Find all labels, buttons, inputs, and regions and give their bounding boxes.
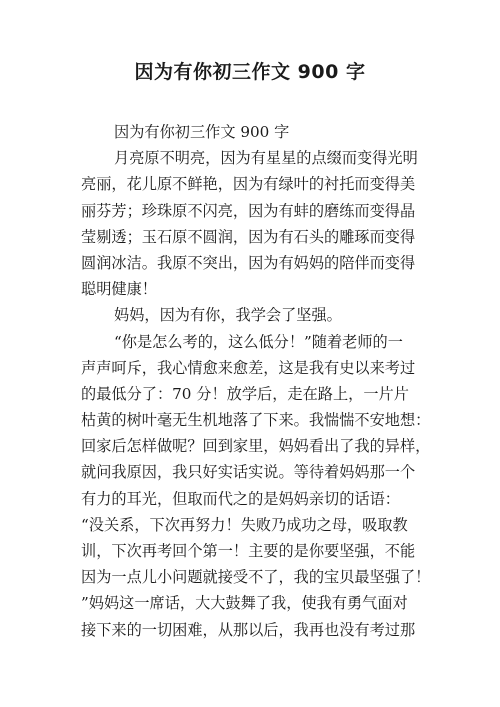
essay-body xyxy=(81,119,431,643)
text-line: 训，下次再考回个第一！主要的是你要坚强，不能 xyxy=(81,542,416,560)
text-line: 月亮原不明亮，因为有星星的点缀而变得光明 xyxy=(114,149,418,168)
text-line: 妈妈，因为有你，我学会了坚强。 xyxy=(114,306,342,325)
text-line: 丽芬芳；珍珠原不闪亮，因为有蚌的磨练而变得晶 xyxy=(81,201,416,220)
text-line: 就问我原因，我只好实话实说。等待着妈妈那一个 xyxy=(81,463,416,482)
text-line: 有力的耳光，但取而代之的是妈妈亲切的话语： xyxy=(81,489,400,508)
text-line: ”妈妈这一席话，大大鼓舞了我，使我有勇气面对 xyxy=(81,594,408,613)
text-line: 亮丽，花儿原不鲜艳，因为有绿叶的衬托而变得美 xyxy=(81,175,416,194)
text-line: 声声呵斥，我心情愈来愈差，这是我有史以来考过 xyxy=(81,358,416,377)
text-line: 回家后怎样做呢？回到家里，妈妈看出了我的异样， xyxy=(81,437,431,456)
text-line: “你是怎么考的，这么低分！”随着老师的一 xyxy=(114,332,403,351)
text-line: 的最低分了：70 分！放学后，走在路上，一片片 xyxy=(81,384,409,403)
page-title: 因为有你初三作文 900 字 xyxy=(134,61,366,83)
text-line: 聪明健康！ xyxy=(81,280,157,299)
text-line: 因为有你初三作文 900 字 xyxy=(114,123,290,141)
text-line: 接下来的一切困难，从那以后，我再也没有考过那 xyxy=(81,620,416,639)
text-line: 圆润冰洁。我原不突出，因为有妈妈的陪伴而变得 xyxy=(81,253,416,272)
text-line: 因为一点儿小问题就接受不了，我的宝贝最坚强了！ xyxy=(81,568,431,587)
text-line: 莹剔透；玉石原不圆润，因为有石头的雕琢而变得 xyxy=(81,227,416,246)
text-line: 枯黄的树叶毫无生机地落了下来。我惴惴不安地想： xyxy=(81,411,431,430)
text-line: “没关系，下次再努力！失败乃成功之母，吸取教 xyxy=(81,515,408,534)
